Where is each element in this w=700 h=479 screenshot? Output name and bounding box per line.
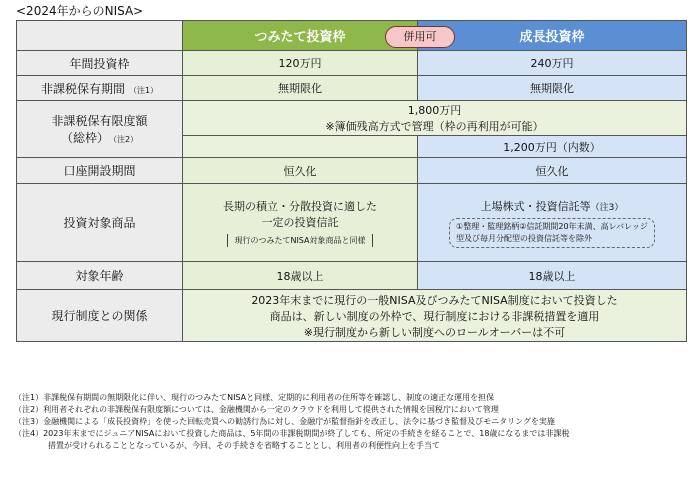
- period-label: 非課税保有期間: [40, 81, 125, 96]
- limit-seicho: 1,200万円（内数）: [418, 136, 687, 158]
- products-tsumitate-note: 現行のつみたてNISA対象商品と同様: [227, 234, 372, 247]
- period-row: [17, 76, 687, 101]
- footnote-4: （注4）2023年末までにジュニアNISAにおいて投資した商品は、5年間の非課税期間が終了しても、所定の手続きを経ることで、18歳になるまでは非課税: [14, 429, 570, 438]
- account-label: 口座開設期間: [17, 158, 183, 184]
- products-row: [17, 184, 687, 262]
- products-seicho-box-2: 型及び毎月分配型の投資信託等を除外: [456, 233, 593, 243]
- tsumitate-header-label: つみたて投資枠: [254, 30, 346, 45]
- annual-tsumitate: 120万円: [183, 51, 418, 76]
- nisa-table: [16, 20, 687, 342]
- products-tsumitate-1: 長期の積立・分散投資に適した: [223, 200, 377, 213]
- account-tsumitate: 恒久化: [183, 158, 418, 184]
- limit-total-cell: [183, 101, 687, 136]
- products-tsumitate: [183, 184, 418, 262]
- footnote-4-cont: 措置が受けられることとなっているが、今回、その手続きを省略することとし、利用者の利便性向上を手当て: [48, 441, 440, 450]
- footnotes: [14, 392, 694, 452]
- relation-line-1: 2023年末までに現行の一般NISA及びつみたてNISA制度において投資した: [251, 293, 618, 307]
- limit-tsumitate-blank: [183, 136, 418, 158]
- relation-line-3: ※現行制度から新しい制度へのロールオーバーは不可: [303, 325, 566, 339]
- seicho-header-label: 成長投資枠: [519, 30, 585, 45]
- products-seicho-main: 上場株式・投資信託等: [480, 199, 591, 213]
- limit-label-2: （総枠）: [60, 131, 109, 145]
- limit-note: （注2）: [112, 135, 139, 144]
- heiyo-badge: 併用可: [385, 26, 455, 48]
- relation-label: 現行制度との関係: [17, 290, 183, 342]
- header-row: [17, 21, 687, 51]
- limit-total: 1,800万円: [407, 104, 462, 117]
- products-seicho-note-tag: （注3）: [590, 202, 624, 213]
- age-row: [17, 262, 687, 290]
- account-row: [17, 158, 687, 184]
- period-label-cell: [17, 76, 183, 101]
- age-label: 対象年齢: [17, 262, 183, 290]
- footnote-1: （注1）非課税保有期間の無期限化に伴い、現行のつみたてNISAと同様、定期的に利用者の住所等を確認し、制度の適正な運用を担保: [14, 393, 495, 402]
- relation-line-2: 商品は、新しい制度の外枠で、現行制度における非課税措置を適用: [269, 309, 600, 323]
- products-tsumitate-2: 一定の投資信託: [261, 216, 339, 229]
- limit-total-note: ※簿価残高方式で管理（枠の再利用が可能）: [325, 120, 544, 133]
- products-label: 投資対象商品: [17, 184, 183, 262]
- products-seicho-box-1: ①整理・監理銘柄②信託期間20年未満、高レバレッジ: [456, 221, 648, 231]
- account-seicho: 恒久化: [418, 158, 687, 184]
- tsumitate-header: [183, 21, 437, 51]
- products-seicho: [418, 184, 687, 262]
- limit-label-cell: [17, 101, 183, 158]
- page-caption: <2024年からのNISA>: [16, 4, 144, 18]
- footnote-3: （注3）金融機関による「成長投資枠」を使った回転売買への勧誘行為に対し、金融庁が監督指針を改正し、法令に基づき監督及びモニタリングを実施: [14, 417, 555, 426]
- annual-seicho: 240万円: [418, 51, 687, 76]
- age-tsumitate: 18歳以上: [183, 262, 418, 290]
- relation-cell: [183, 290, 687, 342]
- age-seicho: 18歳以上: [418, 262, 687, 290]
- relation-row: [17, 290, 687, 342]
- limit-row-1: [17, 101, 687, 136]
- footnote-2: （注2）利用者それぞれの非課税保有限度額については、金融機関から一定のクラウドを利用して提供された情報を国税庁において管理: [14, 405, 499, 414]
- period-note: （注1）: [128, 85, 159, 95]
- period-tsumitate: 無期限化: [183, 76, 418, 101]
- period-seicho: 無期限化: [418, 76, 687, 101]
- header-blank: [17, 21, 183, 51]
- annual-row: [17, 51, 687, 76]
- products-seicho-exclusion: [449, 218, 655, 248]
- limit-label-1: 非課税保有限度額: [51, 114, 148, 128]
- annual-label: 年間投資枠: [17, 51, 183, 76]
- seicho-header: [418, 21, 687, 51]
